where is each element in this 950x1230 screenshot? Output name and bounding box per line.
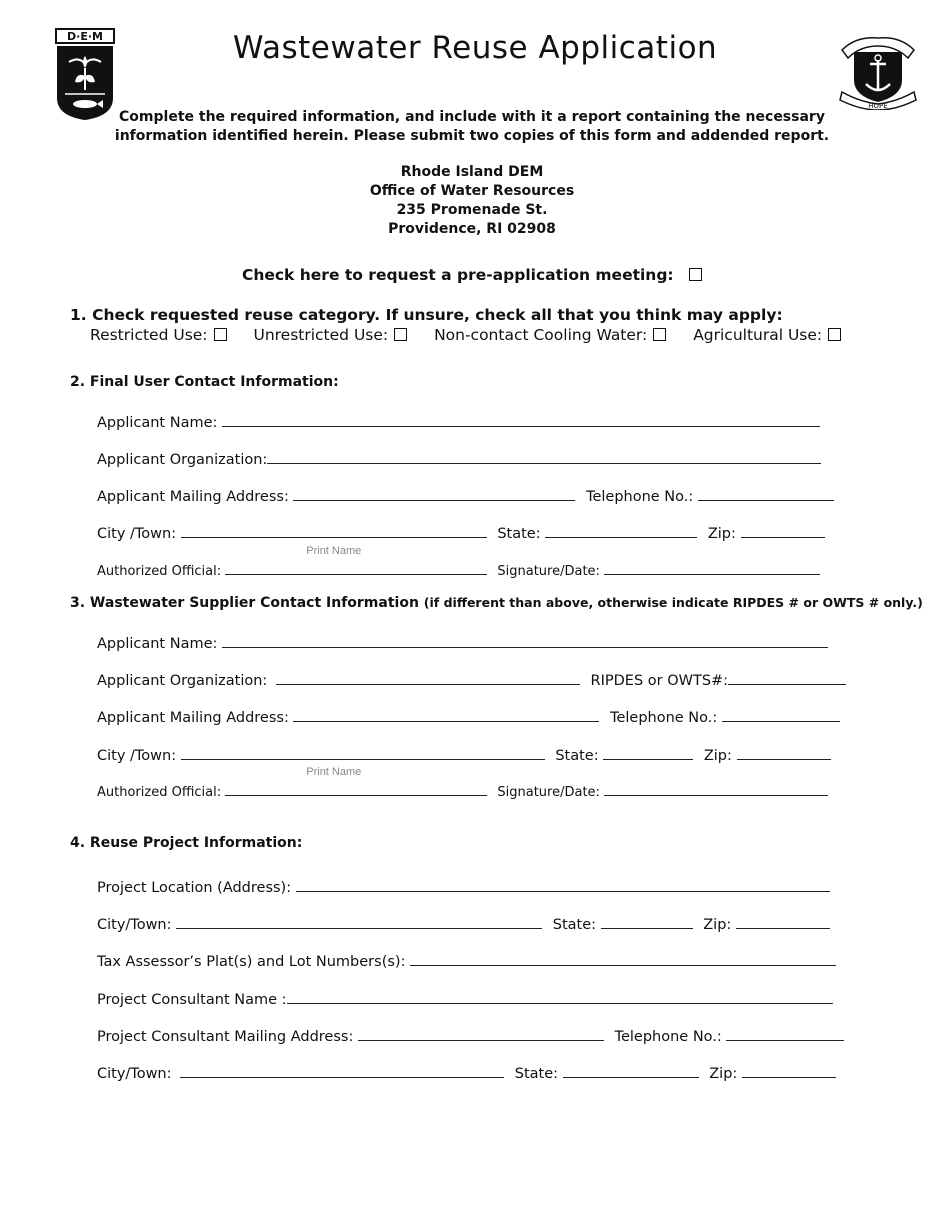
address-line-2: Office of Water Resources [369, 183, 575, 199]
address-line-4: Providence, RI 02908 [388, 221, 556, 237]
s3-telephone-field[interactable] [722, 706, 840, 722]
s3-city-field[interactable] [181, 744, 545, 760]
s4-zip2-label: Zip: [709, 1066, 738, 1082]
category-restricted-label: Restricted Use: [90, 326, 208, 344]
category-unrestricted-checkbox[interactable] [394, 328, 407, 341]
s4-consultant-name-row [97, 988, 839, 1008]
s2-official-label: Authorized Official: [97, 564, 222, 579]
s2-city-row [97, 522, 831, 542]
s3-zip-field[interactable] [737, 744, 831, 760]
s4-telephone-field[interactable] [726, 1025, 844, 1041]
s2-telephone-field[interactable] [698, 485, 834, 501]
s4-telephone-label: Telephone No.: [614, 1029, 722, 1045]
s4-tax-field[interactable] [410, 950, 836, 966]
s4-city2-field[interactable] [180, 1062, 504, 1078]
s3-print-name-hint: Print Name [306, 766, 362, 778]
s4-tax-row [97, 950, 842, 970]
s3-mailing-row [97, 706, 846, 726]
section-4-heading: 4. Reuse Project Information: [70, 835, 303, 851]
s3-applicant-org-field[interactable] [276, 669, 580, 685]
s2-applicant-org-field[interactable] [267, 448, 821, 464]
s4-location-row [97, 876, 836, 896]
s4-zip-field[interactable] [736, 913, 830, 929]
s4-state-label: State: [552, 917, 597, 933]
s3-official-field[interactable] [225, 766, 487, 796]
s4-city2-label: City/Town: [97, 1066, 172, 1082]
seal-motto: HOPE [868, 102, 888, 110]
s2-applicant-org-row [97, 448, 827, 468]
category-unrestricted-label: Unrestricted Use: [253, 326, 389, 344]
s4-consultant-address-row [97, 1025, 850, 1045]
category-agricultural-label: Agricultural Use: [693, 326, 823, 344]
category-agricultural-checkbox[interactable] [828, 328, 841, 341]
s2-zip-field[interactable] [741, 522, 825, 538]
s4-consultant-address-label: Project Consultant Mailing Address: [97, 1029, 354, 1045]
s2-applicant-org-label: Applicant Organization: [97, 452, 268, 468]
s3-state-label: State: [555, 748, 599, 764]
s3-zip-label: Zip: [703, 748, 732, 764]
s3-state-field[interactable] [603, 744, 693, 760]
s3-applicant-name-row [97, 632, 834, 652]
s4-consultant-name-field[interactable] [287, 988, 833, 1004]
s3-applicant-org-label: Applicant Organization: [97, 673, 268, 689]
address-line-3: 235 Promenade St. [396, 202, 548, 218]
section-3-heading: 3. Wastewater Supplier Contact Information [70, 595, 419, 611]
s4-zip-label: Zip: [703, 917, 732, 933]
s2-telephone-label: Telephone No.: [586, 489, 694, 505]
s2-mailing-row [97, 485, 840, 505]
pre-application-row [0, 266, 944, 284]
s3-city-row [97, 744, 837, 764]
s3-signature-field[interactable] [604, 780, 828, 796]
s2-mailing-label: Applicant Mailing Address: [97, 489, 289, 505]
category-cooling-label: Non-contact Cooling Water: [434, 326, 648, 344]
s4-state2-label: State: [514, 1066, 559, 1082]
s4-location-label: Project Location (Address): [97, 880, 292, 896]
s2-applicant-name-field[interactable] [222, 411, 820, 427]
s4-city-field[interactable] [176, 913, 542, 929]
s2-city-field[interactable] [181, 522, 487, 538]
s4-city-label: City/Town: [97, 917, 172, 933]
s3-applicant-name-label: Applicant Name: [97, 636, 218, 652]
s3-ripdes-field[interactable] [728, 669, 846, 685]
s2-state-label: State: [497, 526, 541, 542]
s2-official-field[interactable] [225, 545, 487, 575]
s3-mailing-field[interactable] [293, 706, 599, 722]
s2-zip-label: Zip: [707, 526, 736, 542]
pre-application-label: Check here to request a pre-application meeting: [241, 266, 674, 284]
s2-city-label: City /Town: [97, 526, 177, 542]
s3-applicant-org-row [97, 669, 852, 689]
s4-tax-label: Tax Assessor’s Plat(s) and Lot Numbers(s): [97, 954, 406, 970]
s4-consultant-address-field[interactable] [358, 1025, 604, 1041]
s2-official-row [97, 545, 826, 579]
s3-official-label: Authorized Official: [97, 785, 222, 800]
s2-signature-label: Signature/Date: [497, 564, 600, 579]
intro-line-2: information identified herein. Please submit two copies of this form and addended report. [114, 128, 830, 144]
s2-print-name-hint: Print Name [306, 545, 362, 557]
dem-logo-text: D·E·M [67, 30, 103, 43]
s2-applicant-name-label: Applicant Name: [97, 415, 218, 431]
section-3-heading-row [70, 595, 923, 611]
s2-signature-field[interactable] [604, 559, 820, 575]
category-restricted-checkbox[interactable] [214, 328, 227, 341]
section-1-heading: 1. Check requested reuse category. If unsure, check all that you think may apply: [70, 306, 783, 324]
section-3-note: (if different than above, otherwise indicate RIPDES # or OWTS # only.) [423, 595, 923, 610]
s3-signature-label: Signature/Date: [497, 785, 600, 800]
reuse-category-row [90, 326, 841, 344]
s2-mailing-field[interactable] [293, 485, 575, 501]
s3-ripdes-label: RIPDES or OWTS#: [590, 673, 729, 689]
s2-applicant-name-row [97, 411, 826, 431]
s4-location-field[interactable] [296, 876, 830, 892]
s4-state2-field[interactable] [563, 1062, 699, 1078]
page-title: Wastewater Reuse Application [232, 30, 718, 66]
s4-state-field[interactable] [601, 913, 693, 929]
s4-city2-row [97, 1062, 842, 1082]
s3-official-row [97, 766, 834, 800]
s3-city-label: City /Town: [97, 748, 177, 764]
section-2-heading: 2. Final User Contact Information: [70, 374, 339, 390]
s3-telephone-label: Telephone No.: [610, 710, 718, 726]
intro-line-1: Complete the required information, and include with it a report containing the necessary [119, 109, 825, 125]
address-line-1: Rhode Island DEM [400, 164, 544, 180]
s4-consultant-name-label: Project Consultant Name : [97, 992, 287, 1008]
s3-mailing-label: Applicant Mailing Address: [97, 710, 289, 726]
s4-zip2-field[interactable] [742, 1062, 836, 1078]
s4-city-row [97, 913, 836, 933]
pre-application-checkbox[interactable] [689, 268, 702, 281]
s2-state-field[interactable] [545, 522, 697, 538]
intro-text [0, 108, 944, 146]
s3-applicant-name-field[interactable] [222, 632, 828, 648]
mailing-address-block [0, 163, 944, 239]
category-cooling-checkbox[interactable] [653, 328, 666, 341]
